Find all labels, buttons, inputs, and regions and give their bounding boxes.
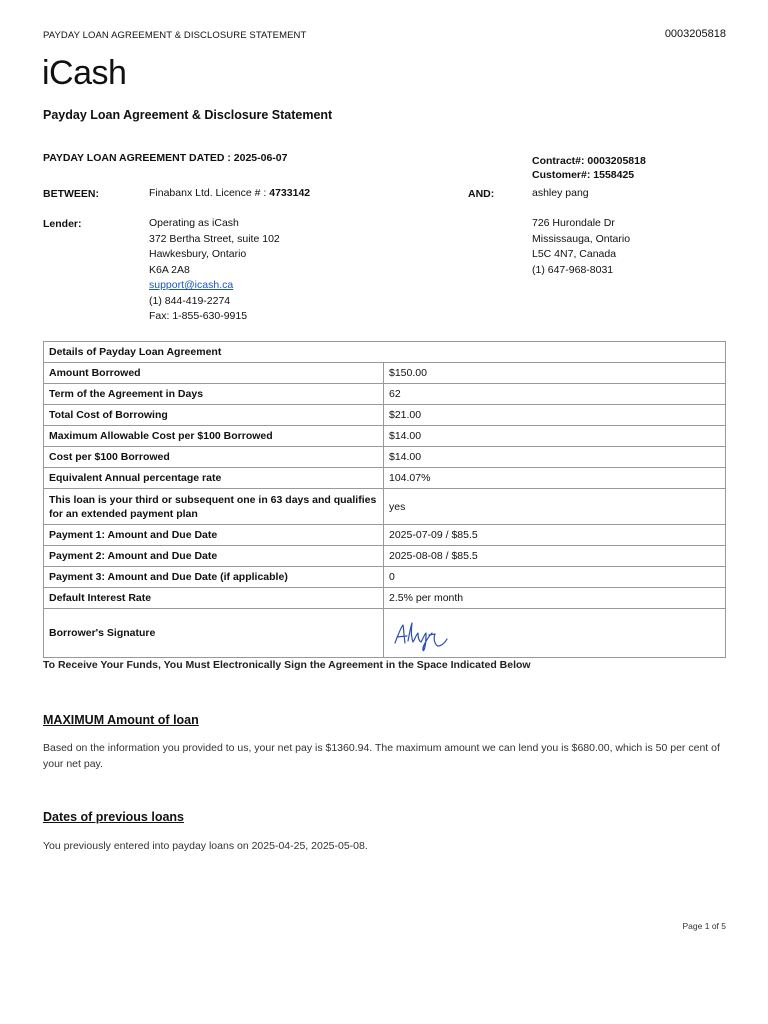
- row-label: Cost per $100 Borrowed: [44, 447, 384, 468]
- lender-address-line: K6A 2A8: [149, 263, 190, 276]
- lender-licence: 4733142: [269, 187, 311, 199]
- borrower-signature: [389, 613, 459, 653]
- row-value: $150.00: [384, 363, 726, 384]
- signature-cell: [384, 609, 726, 658]
- table-row: [44, 567, 726, 588]
- lender-address: [149, 216, 280, 325]
- row-label: Default Interest Rate: [44, 588, 384, 609]
- and-label: AND:: [468, 188, 495, 200]
- receive-funds-notice: To Receive Your Funds, You Must Electronically Sign the Agreement in the Space Indicated Below: [43, 659, 531, 671]
- lender-address-line: Hawkesbury, Ontario: [149, 248, 247, 260]
- previous-loans-text: You previously entered into payday loans on 2025-04-25, 2025-05-08.: [43, 840, 368, 852]
- borrower-address-line: L5C 4N7, Canada: [532, 248, 617, 260]
- table-row: [44, 405, 726, 426]
- table-row: [44, 588, 726, 609]
- lender-email-link[interactable]: support@icash.ca: [149, 279, 234, 291]
- max-loan-text: Based on the information you provided to us, your net pay is $1360.94. The maximum amount we can lend you is $680.00, which is 50 per cent of your net pay.: [43, 742, 720, 770]
- row-label: Maximum Allowable Cost per $100 Borrowed: [44, 426, 384, 447]
- row-value: $21.00: [384, 405, 726, 426]
- table-row: [44, 447, 726, 468]
- signature-row: [44, 609, 726, 658]
- lender-company-name: Finabanx Ltd. Licence # :: [149, 187, 267, 199]
- table-header: Details of Payday Loan Agreement: [44, 342, 726, 363]
- row-label: Payment 1: Amount and Due Date: [44, 525, 384, 546]
- row-value: 2025-08-08 / $85.5: [384, 546, 726, 567]
- borrower-address: [532, 216, 630, 278]
- borrower-phone: (1) 647-968-8031: [532, 263, 614, 276]
- agreement-dated: PAYDAY LOAN AGREEMENT DATED : 2025-06-07: [43, 152, 288, 164]
- borrower-name: ashley pang: [532, 187, 589, 199]
- page-header: [43, 30, 726, 44]
- row-label: Payment 3: Amount and Due Date (if applicable): [44, 567, 384, 588]
- header-doc-number: 0003205818: [664, 28, 726, 40]
- previous-loans-heading: Dates of previous loans: [43, 810, 185, 824]
- table-row: [44, 546, 726, 567]
- row-value: 2025-07-09 / $85.5: [384, 525, 726, 546]
- table-row: [44, 489, 726, 525]
- row-value: 104.07%: [384, 468, 726, 489]
- row-value: $14.00: [384, 447, 726, 468]
- lender-phone: (1) 844-419-2274: [149, 294, 231, 307]
- table-row: [44, 468, 726, 489]
- max-loan-heading: MAXIMUM Amount of loan: [43, 713, 199, 727]
- contract-number: Contract#: 0003205818: [532, 155, 646, 167]
- lender-company: [149, 186, 310, 202]
- document-title: Payday Loan Agreement & Disclosure Statement: [43, 108, 333, 122]
- page-number: Page 1 of 5: [682, 921, 726, 931]
- row-value: 2.5% per month: [384, 588, 726, 609]
- row-value: $14.00: [384, 426, 726, 447]
- table-row: [44, 525, 726, 546]
- borrower-address-line: 726 Hurondale Dr: [532, 217, 615, 229]
- row-label: Amount Borrowed: [44, 363, 384, 384]
- row-label: This loan is your third or subsequent one in 63 days and qualifies for an extended payment plan: [44, 489, 384, 525]
- row-value: yes: [384, 489, 726, 525]
- row-value: 0: [384, 567, 726, 588]
- table-row: [44, 363, 726, 384]
- row-label: Total Cost of Borrowing: [44, 405, 384, 426]
- lender-address-line: Operating as iCash: [149, 217, 239, 229]
- table-row: [44, 384, 726, 405]
- lender-label: Lender:: [43, 218, 82, 230]
- row-label: Payment 2: Amount and Due Date: [44, 546, 384, 567]
- loan-details-table: [43, 341, 726, 658]
- row-value: 62: [384, 384, 726, 405]
- contract-info: [532, 154, 646, 182]
- customer-number: Customer#: 1558425: [532, 169, 635, 181]
- row-label: Term of the Agreement in Days: [44, 384, 384, 405]
- row-label: Equivalent Annual percentage rate: [44, 468, 384, 489]
- lender-fax: Fax: 1-855-630-9915: [149, 310, 248, 322]
- table-row: [44, 426, 726, 447]
- between-label: BETWEEN:: [43, 188, 99, 200]
- signature-label: Borrower's Signature: [44, 609, 384, 658]
- borrower-address-line: Mississauga, Ontario: [532, 232, 631, 245]
- icash-logo: iCash: [42, 54, 127, 92]
- header-doc-label: PAYDAY LOAN AGREEMENT & DISCLOSURE STATEMENT: [43, 30, 307, 41]
- lender-address-line: 372 Bertha Street, suite 102: [149, 232, 280, 245]
